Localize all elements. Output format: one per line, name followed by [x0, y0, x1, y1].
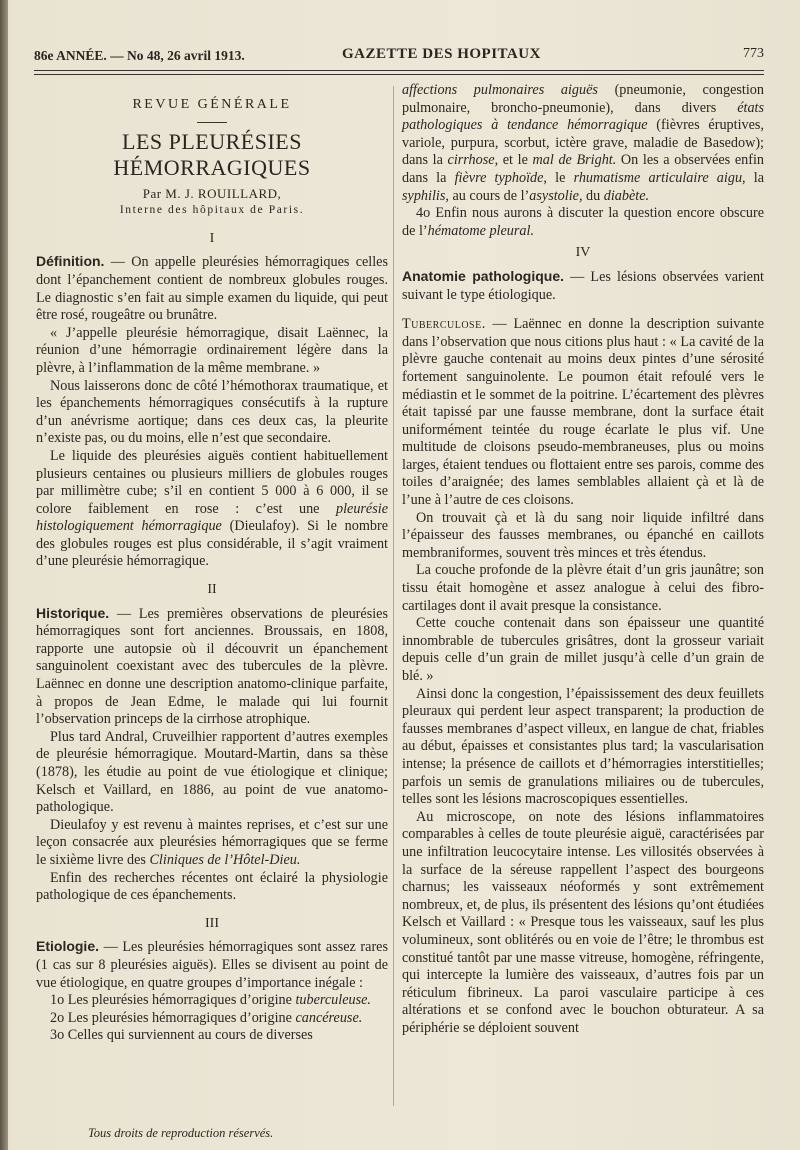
group-2-text: 2o Les pleurésies hémorragiques d’origine — [50, 1009, 296, 1026]
left-column — [36, 82, 388, 1045]
author-affiliation: Interne des hôpitaux de Paris. — [119, 204, 305, 217]
title-rule — [197, 122, 227, 123]
section-numeral-4: IV — [575, 245, 591, 261]
affections-text-b: (fièvres éruptives, variole, purpura, scorbut, ictère grave, maladie de Basedow); dans la — [402, 117, 764, 169]
paragraph-group-1 — [36, 992, 388, 1010]
page-number: 773 — [743, 46, 764, 61]
dieulafoy-emphasis: Cliniques de l’Hôtel-Dieu. — [149, 851, 301, 868]
footer-note: Tous droits de reproduction réservés. — [88, 1126, 274, 1140]
paragraph-couche: La couche profonde de la plèvre était d’un gris jaunâtre; son tissu était homogène et assez analogue à celui des fibro-cartilages dont il avait presque la consistance. — [402, 562, 764, 614]
affections-text-c: , et le — [494, 152, 533, 169]
heading-anatomie: Anatomie pathologique. — [402, 267, 565, 284]
definition-text: — On appelle pleurésies hémorragiques celles dont l’épanchement contient de nombreux globules rouges. Le diagnostic s’en fait au simple examen du liquide, qui peut être rosé, rougeâtre ou brunâtre. — [36, 254, 388, 324]
paragraph-cette: Cette couche contenait dans son épaisseur une quantité innombrable de tubercules grisâtres, dont la grosseur variait depuis celle d’un grain de millet jusqu’à celle d’un grain de blé. » — [402, 615, 764, 684]
paragraph-laennec-quote: « J’appelle pleurésie hémorragique, disait Laënnec, la réunion d’une hémorragie ordinairement légère dans la plèvre, à l’inflammation de la même membrane. » — [36, 324, 388, 376]
heading-definition: Définition. — [36, 253, 105, 270]
affections-text-f: , la — [742, 169, 765, 186]
group-2-emphasis: cancéreuse. — [295, 1009, 363, 1026]
paragraph-andral: Plus tard Andral, Cruveilhier rapportent d’autres exemples de pleurésie hémorragique. Moutard-Martin, dans sa thèse (1878), les étudie au point de vue étiologique et clinique; Kelsch et Vaillard, en 1886, au point de vue anatomo-pathologique. — [36, 728, 388, 816]
affections-em-8: asystolie — [529, 187, 579, 204]
paragraph-liquide — [36, 448, 388, 571]
right-column — [402, 82, 764, 1037]
affections-em-4: mal de Bright. — [532, 152, 617, 169]
liquide-emphasis: pleurésie histologiquement hémorragique — [36, 500, 388, 535]
section-numeral-1: I — [209, 230, 215, 246]
paragraph-group-2 — [36, 1010, 388, 1028]
paragraph-affections — [402, 82, 764, 205]
affections-em-9: diabète. — [603, 187, 650, 204]
section-numeral-3: III — [205, 915, 219, 931]
heading-historique: Historique. — [36, 604, 110, 621]
etiologie-text: — Les pleurésies hémorragiques sont assez rares (1 cas sur 8 pleurésies aiguës). Elles se divisent au point de vue étiologique, en quatre groupes d’importance inégale : — [36, 939, 388, 991]
group-4-text: 4o Enfin nous aurons à discuter la question encore obscure de l’ — [402, 205, 764, 239]
column-divider — [393, 86, 394, 1106]
paragraph-microscope: Au microscope, on note des lésions inflammatoires comparables à celles de toute pleurésie aiguë, caractérisées par une infiltration leucocytaire intense. Les villosités observées à la surface de la séreuse rappellent l’aspect des bourgeons charnus; les vaisseaux néoformés y sont extrêmement nombreux, et, de plus, ils présentent des lésions qu’ont étudiées Kelsch et Vaillard : « Presque tous les vaisseaux, sauf les plus volumineux, sont oblitérés ou en voie de l’être; le thrombus est constitué tantôt par une masse vitreuse, homogène, réfringente, qui intercepte la lumière des vaisseaux, d’autres fois par un réticulum fibrineux. La paroi vasculaire participe à ces altérations et se confond avec le bouchon obturateur. A sa périphérie se déploient souvent — [402, 808, 764, 1036]
paragraph-hemothorax: Nous laisserons donc de côté l’hémothorax traumatique, et les épanchements hémorragiques consécutifs à la rupture d’un anévrisme aortique; dans ces deux cas, la pleurite n’existe pas, ou du moins, elle n’est que secondaire. — [36, 377, 388, 447]
tuberculose-text: — Laënnec en donne la description suivante dans l’observation que nous citions plus haut : « La cavité de la plèvre gauche contenait au moins deux pintes d’une sérosité fortement sanguinolente. Le poumon était refoulé vers le médiastin et le sommet de la poitrine. L’écartement des plèvres était tapissé par une fausse membrane, dont la surface était uniformément teintée du rouge écarlate le plus vif. Une multitude de cloisons pseudo-membraneuses, plus ou moins larges, étaient tendues ou flottaient entre ses parois, comme des toiles d’araignée; des lames semblables allaient çà et là de l’une à l’autre de ces cloisons. — [402, 316, 764, 509]
paragraph-etiologie — [36, 938, 388, 992]
affections-text-a: (pneumonie, congestion pulmonaire, broncho-pneumonie), dans divers — [402, 82, 764, 116]
liquide-text-b: (Dieulafoy). Si le nombre des globules rouges est plus considérable, il s’agit vraiment d’une pleurésie hémorragique. — [36, 518, 388, 570]
paragraph-definition — [36, 253, 388, 324]
anatomie-text: — Les lésions observées varient suivant le type étiologique. — [402, 268, 764, 303]
header-rule — [34, 70, 764, 71]
group-1-emphasis: tuberculeuse. — [295, 992, 371, 1009]
affections-text-g: , au cours de l’ — [445, 187, 530, 204]
affections-em-6: rhumatisme articulaire aigu — [573, 169, 743, 186]
section-numeral-2: II — [207, 582, 217, 598]
affections-em-7: syphilis — [402, 187, 446, 204]
paragraph-trouvait: On trouvait çà et là du sang noir liquide infiltré dans l’épaisseur des fausses membranes, ou épanché en caillots membraniformes, souvent très minces et très étendus. — [402, 509, 764, 561]
group-1-text: 1o Les pleurésies hémorragiques d’origine — [50, 992, 296, 1009]
article-title: LES PLEURÉSIES HÉMORRAGIQUES — [113, 128, 311, 180]
liquide-text-a: Le liquide des pleurésies aiguës contient habituellement plusieurs centaines ou plusieurs milliers de globules rouges par millimètre cube; s’il en contient 5 000 à 6 000, il se colore faiblement en rose : c’est une — [36, 447, 388, 517]
binding-spine — [0, 0, 8, 1150]
paragraph-historique — [36, 605, 388, 729]
affections-em-3: cirrhose — [447, 152, 495, 169]
affections-text-h: , du — [578, 187, 604, 204]
article-author: Par M. J. ROUILLARD, — [142, 185, 282, 201]
affections-em-2: états pathologiques à tendance hémorragique — [402, 99, 764, 134]
heading-etiologie: Etiologie. — [36, 938, 99, 955]
page-header — [34, 44, 764, 68]
paragraph-group-4 — [402, 205, 764, 240]
affections-em-5: fièvre typhoïde — [454, 169, 544, 186]
header-rule-secondary — [34, 74, 764, 75]
heading-tuberculose: Tuberculose. — [402, 316, 486, 333]
section-label: REVUE GÉNÉRALE — [132, 97, 292, 112]
publication-title: GAZETTE DES HOPITAUX — [342, 46, 541, 62]
historique-text: — Les premières observations de pleurésies hémorragiques sont fort anciennes. Broussais, en 1808, rapporte une autopsie où il découvrit un épanchement sanguinolent coexistant avec des tubercules de la plèvre. Laënnec en donne une description anatomo-clinique parfaite, à propos de Jean Edme, le malade qui lui fournit l’observation princeps de la cirrhose atrophique. — [36, 605, 388, 728]
issue-info: 86e ANNÉE. — No 48, 26 avril 1913. — [34, 48, 245, 63]
affections-text-e: , le — [543, 169, 574, 186]
paragraph-enfin: Enfin des recherches récentes ont éclairé la physiologie pathologique de ces épanchements. — [36, 869, 388, 904]
affections-em-1: affections pulmonaires aiguës — [402, 82, 598, 98]
paragraph-dieulafoy — [36, 817, 388, 870]
paragraph-group-3: 3o Celles qui surviennent au cours de diverses — [50, 1027, 313, 1044]
paragraph-tuberculose — [402, 316, 764, 510]
group-4-emphasis: hématome pleural. — [427, 222, 534, 239]
paragraph-ainsi: Ainsi donc la congestion, l’épaississement des deux feuillets pleuraux qui perdent leur aspect transparent; la production de fausses membranes d’aspect villeux, en langue de chat, friables au début, épaisses et consistantes plus tard; la vascularisation intense; la présence de caillots et d’hémorragies interstitielles; parfois un semis de granulations miliaires ou de tubercules, telles sont les lésions macroscopiques essentielles. — [402, 685, 764, 808]
dieulafoy-text: Dieulafoy y est revenu à maintes reprises, et c’est sur une leçon consacrée aux pleurésies hémorragiques que se ferme le sixième livre des — [36, 816, 388, 868]
paragraph-anatomie — [402, 268, 764, 304]
affections-text-d: On les a observées enfin dans la — [402, 152, 764, 186]
